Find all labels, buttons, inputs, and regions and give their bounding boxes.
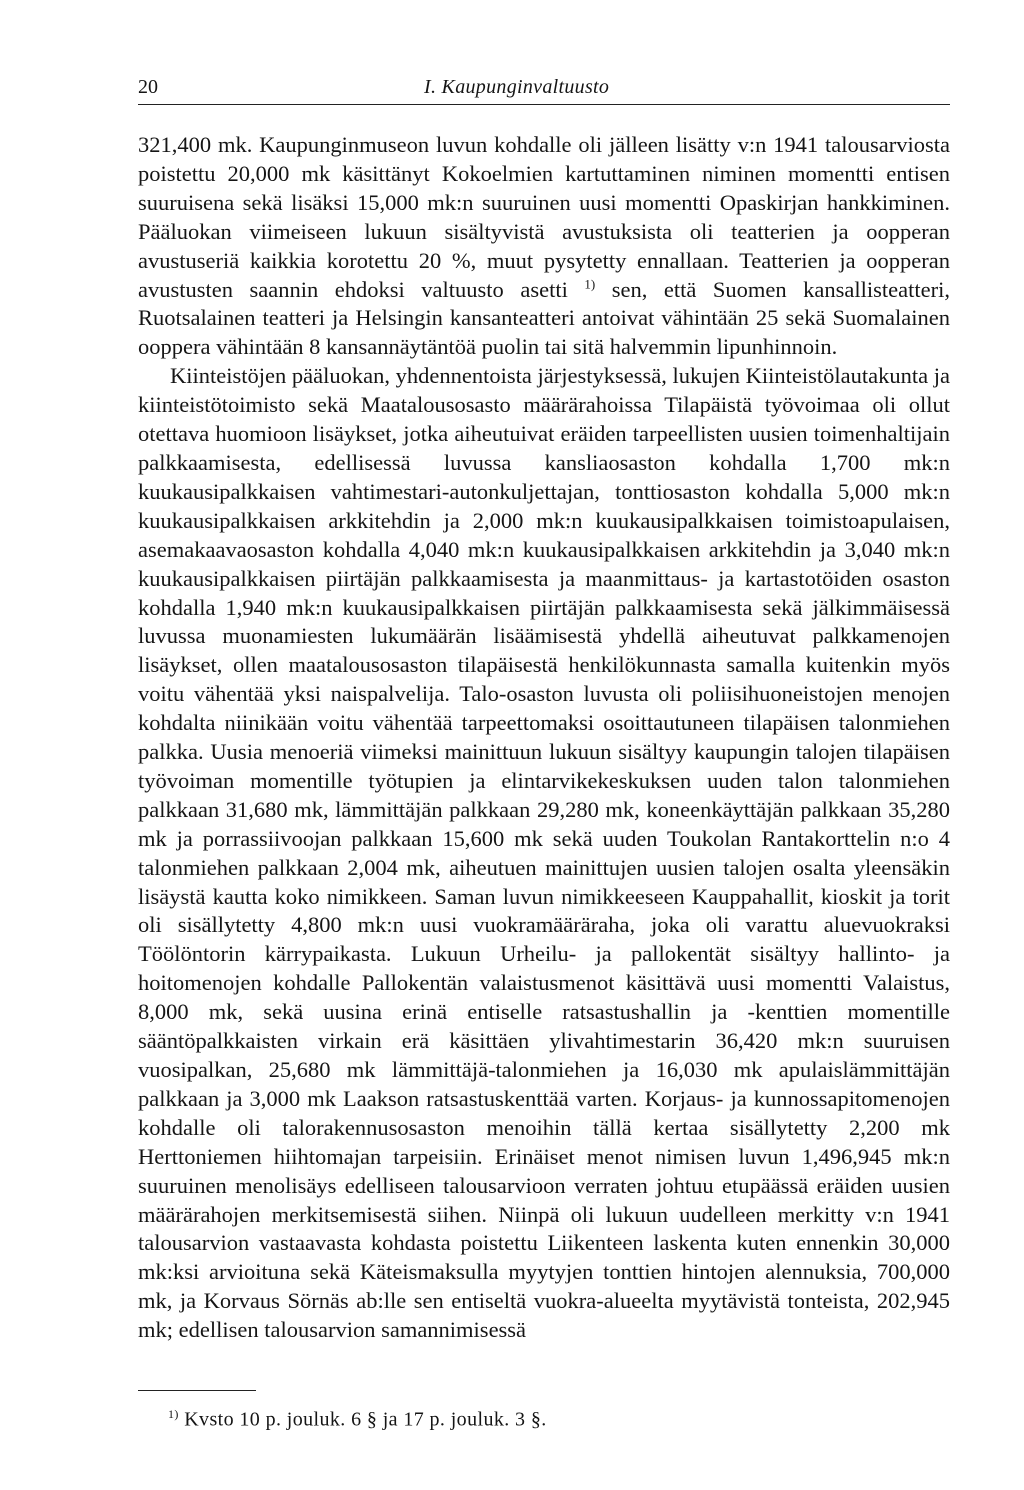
running-title: I. Kaupunginvaltuusto bbox=[424, 76, 610, 98]
paragraph-2: Kiinteistöjen pääluokan, yhdennentoista järjestyksessä, lukujen Kiinteistölautakunta ja kiinteistötoimisto sekä Maatalousosasto määrärahoissa Tilapäistä työvoimaa oli ollut otettava huomioon lisäykset, jotka aiheutuivat eräiden tarpeellisten uusien toimenhaltijain palkkaamisesta, edellisessä luvussa kansliaosaston kohdalla 1,700 mk:n kuukausipalkkaisen vahtimestari-autonkuljettajan, tonttiosaston kohdalla 5,000 mk:n kuukausipalkkaisen arkkitehdin ja 2,000 mk:n kuukausipalkkaisen toimistoapulaisen, asemakaavaosaston kohdalla 4,040 mk:n kuukausipalkkaisen arkkitehdin ja 3,040 mk:n kuukausipalkkaisen piirtäjän palkkaamisesta ja maanmittaus- ja kartastotöiden osaston kohdalla 1,940 mk:n kuukausipalkkaisen piirtäjän palkkaamisesta sekä jälkimmäisessä luvussa muonamiesten lukumäärän lisäämisestä yhdellä aiheutuvat palkkamenojen lisäykset, ollen maatalousosaston tilapäisestä henkilökunnasta samalla kuitenkin myös voitu vähentää yksi naispalvelija. Talo-osaston luvusta oli poliisihuoneistojen menojen kohdalta niinikään voitu vähentää tarpeettomaksi osoittautuneen tilapäisen talonmiehen palkka. Uusia menoeriä viimeksi mainittuun lukuun sisältyy kaupungin talojen tilapäisen työvoiman momentille työtupien ja elintarvikekeskuksen uuden talon talonmiehen palkkaan 31,680 mk, lämmittäjän palkkaan 29,280 mk, koneenkäyttäjän palkkaan 35,280 mk ja porrassiivoojan palkkaan 15,600 mk sekä uuden Toukolan Rantakorttelin n:o 4 talonmiehen palkkaan 2,004 mk, aiheutuen mainittujen uusien talojen osalta yleensäkin lisäystä kautta koko nimikkeen. Saman luvun nimikkeeseen Kauppahallit, kioskit ja torit oli sisällytetty 4,800 mk:n uusi vuokramääräraha, joka oli varattu aluevuokraksi Töölöntorin kärrypaikasta. Lukuun Urheilu- ja pallokentät sisältyy hallinto- ja hoitomenojen kohdalle Pallokentän valaistusmenot käsittävä uusi momentti Valaistus, 8,000 mk, sekä uusina erinä entiselle ratsastushallin ja -kenttien momentille sääntöpalkkaisten virkain erä käsittäen ylivahtimestarin 36,420 mk:n suuruisen vuosipalkan, 25,680 mk lämmittäjä-talonmiehen ja 16,030 mk apulaislämmittäjän palkkaan ja 3,000 mk Laakson ratsastuskenttää varten. Korjaus- ja kunnossapitomenojen kohdalle oli talorakennusosaston menoihin tällä kertaa sisällytetty 2,200 mk Herttoniemen hiihtomajan tarpeisiin. Erinäiset menot nimisen luvun 1,496,945 mk:n suuruinen menolisäys edelliseen talousarvioon verraten johtuu etupäässä eräiden uusien määrärahojen merkitsemisestä siihen. Niinpä oli lukuun uudelleen merkitty v:n 1941 talousarvion vastaavasta kohdasta poistettu Liikenteen laskenta kuten ennenkin 30,000 mk:ksi arvioituna sekä Käteismaksulla myytyjen tonttien hintojen alennuksia, 700,000 mk, ja Korvaus Sörnäs ab:lle sen entiseltä vuokra-alueelta myytävistä tonteista, 202,945 mk; edellisen talousarvion samannimisessä bbox=[138, 363, 950, 1343]
footnote bbox=[138, 1407, 950, 1432]
page bbox=[138, 74, 950, 1345]
footnote-mark: 1) bbox=[168, 1407, 179, 1421]
running-head bbox=[138, 74, 950, 105]
paragraph-1-text: 321,400 mk. Kaupunginmuseon luvun kohdalle oli jälleen lisätty v:n 1941 talousarviosta poistettu 20,000 mk käsittänyt Kokoelmien kartuttaminen niminen momentti entisen suuruisena sekä lisäksi 15,000 mk:n suuruinen uusi momentti Opaskirjan hankkiminen. Pääluokan viimeiseen lukuun sisältyvistä avustuksista oli teatterien ja oopperan avustuseriä kaikkia korotettu 20 %, muut pysytetty ennallaan. Teatterien ja oopperan avustusten saannin ehdoksi valtuusto asetti bbox=[138, 132, 950, 302]
body-text bbox=[138, 131, 950, 1345]
paragraph-1 bbox=[138, 131, 950, 362]
footnote-text: Kvsto 10 p. jouluk. 6 § ja 17 p. jouluk. 3 §. bbox=[178, 1408, 547, 1431]
paragraph-1-text-cont: sen, että Suomen kansallisteatteri, Ruotsalainen teatteri ja Helsingin kansanteatteri antoivat vähintään 25 sekä Suomalainen ooppera vähintään 8 kansannäytäntöä puolin tai sitä halvemmin lipunhinnoin. bbox=[138, 276, 950, 360]
footnote-area bbox=[138, 1390, 950, 1432]
footnote-divider bbox=[138, 1390, 256, 1391]
footnote-reference[interactable]: 1) bbox=[584, 276, 596, 292]
page-number: 20 bbox=[138, 76, 158, 98]
